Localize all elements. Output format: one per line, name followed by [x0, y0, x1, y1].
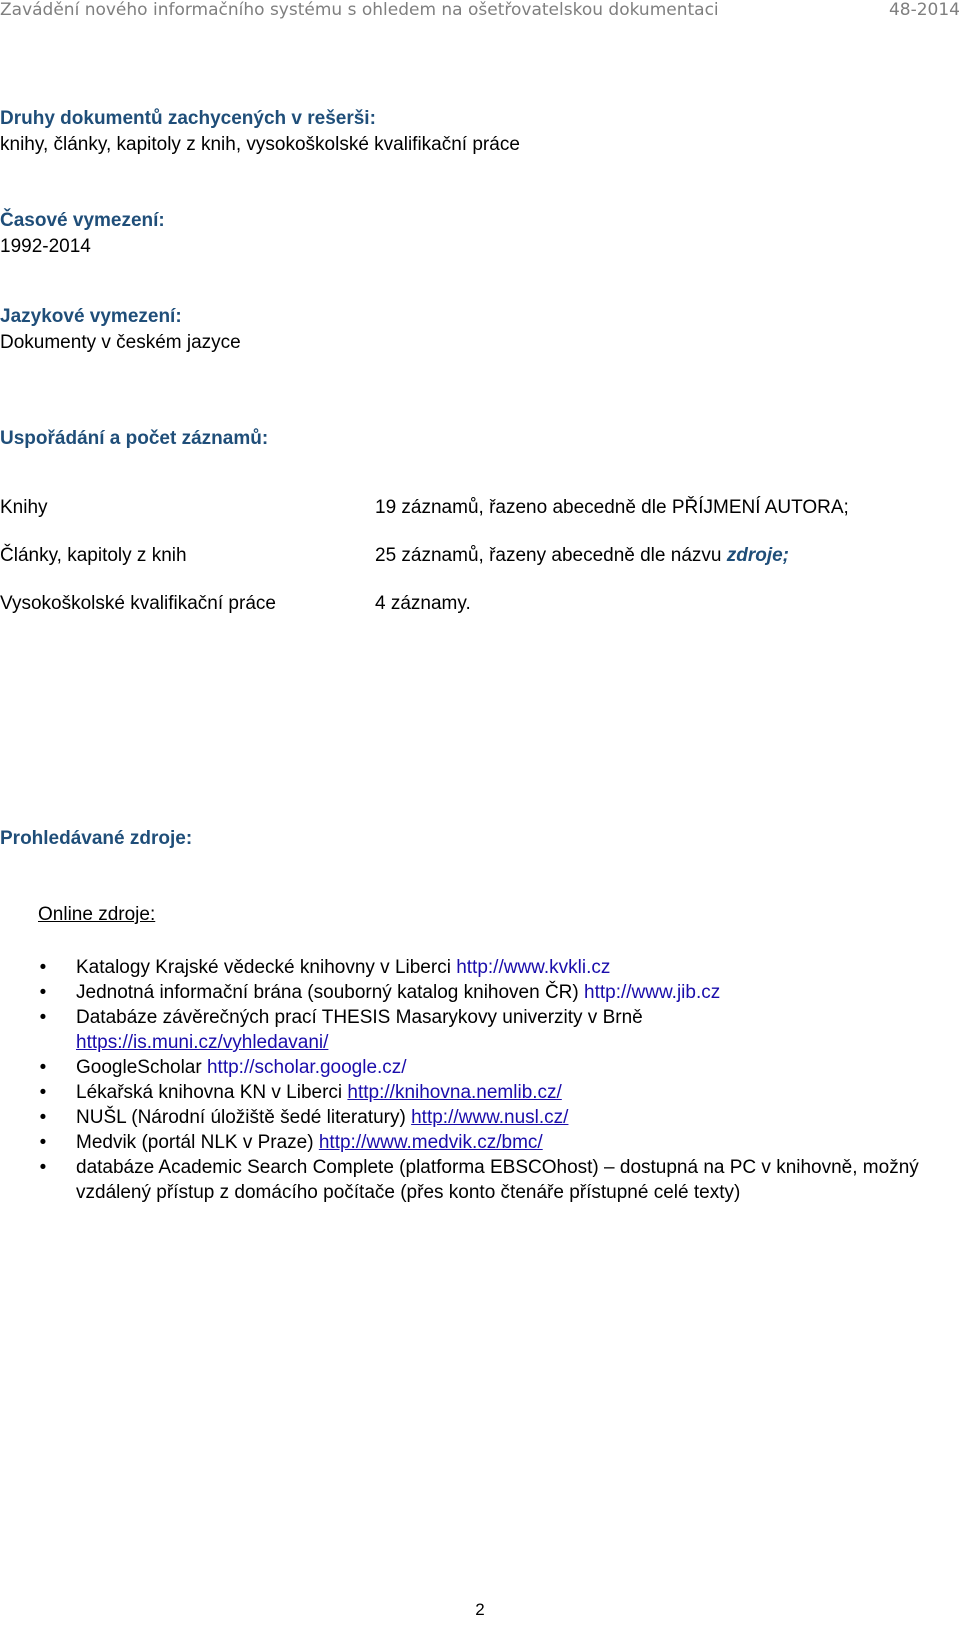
- list-item: • Jednotná informační brána (souborný katalog knihoven ČR) http://www.jib.cz: [39, 982, 721, 1003]
- running-header: [0, 0, 960, 30]
- sources-list: [38, 955, 958, 1205]
- list-item: • NUŠL (Národní úložiště šedé literatury) http://www.nusl.cz/: [39, 1107, 569, 1128]
- record-value: 19 záznamů, řazeno abecedně dle PŘÍJMENÍ AUTORA;: [375, 497, 849, 518]
- records-table: [0, 497, 960, 641]
- record-value: 4 záznamy.: [375, 593, 471, 614]
- sources-section: [0, 826, 192, 852]
- time-range-text: 1992-2014: [0, 236, 91, 257]
- header-code: 48-2014: [888, 0, 960, 20]
- header-title: Zavádění nového informačního systému s ohledem na ošetřovatelskou dokumentaci: [0, 0, 719, 20]
- online-sources-title: Online zdroje:: [38, 904, 156, 925]
- time-range-heading: Časové vymezení:: [0, 210, 165, 231]
- arrangement-section: [0, 426, 268, 452]
- record-label: Knihy: [0, 497, 48, 518]
- bullet-icon: •: [39, 1057, 47, 1078]
- language-section: [0, 304, 241, 356]
- bullet-icon: •: [39, 982, 47, 1003]
- list-item: • Medvik (portál NLK v Praze) http://www.medvik.cz/bmc/: [39, 1132, 543, 1153]
- time-range-section: [0, 208, 165, 260]
- doc-types-section: [0, 106, 520, 158]
- record-row: [0, 497, 960, 545]
- list-item: • databáze Academic Search Complete (platforma EBSCOhost) – dostupná na PC v knihovně, možný vzdálený přístup z domácího počítače (přes konto čtenáře přístupné celé texty): [39, 1157, 919, 1203]
- list-item: • GoogleScholar http://scholar.google.cz/: [39, 1057, 407, 1078]
- record-label: Články, kapitoly z knih: [0, 545, 187, 566]
- bullet-icon: •: [39, 957, 47, 978]
- bullet-icon: •: [39, 1132, 47, 1153]
- arrangement-heading: Uspořádání a počet záznamů:: [0, 428, 269, 449]
- source-link[interactable]: http://www.kvkli.cz: [456, 957, 611, 978]
- list-item: • Lékařská knihovna KN v Liberci http://knihovna.nemlib.cz/: [39, 1082, 562, 1103]
- record-label: Vysokoškolské kvalifikační práce: [0, 593, 276, 614]
- source-link[interactable]: https://is.muni.cz/vyhledavani/: [76, 1032, 329, 1053]
- record-row: [0, 545, 960, 593]
- language-text: Dokumenty v českém jazyce: [0, 332, 241, 353]
- doc-types-text: knihy, články, kapitoly z knih, vysokoškolské kvalifikační práce: [0, 134, 520, 155]
- language-heading: Jazykové vymezení:: [0, 306, 182, 327]
- source-link[interactable]: http://www.jib.cz: [584, 982, 721, 1003]
- bullet-icon: •: [39, 1157, 47, 1178]
- page-number: 2: [475, 1600, 485, 1619]
- record-value: 25 záznamů, řazeny abecedně dle názvu zdroje;: [375, 545, 790, 566]
- list-item: • Databáze závěrečných prací THESIS Masarykovy univerzity v Brně https://is.muni.cz/vyhledavani/: [39, 1007, 643, 1053]
- bullet-icon: •: [39, 1107, 47, 1128]
- source-link[interactable]: http://www.medvik.cz/bmc/: [318, 1132, 543, 1153]
- doc-types-heading: Druhy dokumentů zachycených v rešerši:: [0, 108, 376, 129]
- source-link[interactable]: http://scholar.google.cz/: [206, 1057, 407, 1078]
- list-item: • Katalogy Krajské vědecké knihovny v Liberci http://www.kvkli.cz: [39, 957, 611, 978]
- sources-heading: Prohledávané zdroje:: [0, 828, 193, 849]
- bullet-icon: •: [39, 1082, 47, 1103]
- bullet-icon: •: [39, 1007, 47, 1028]
- source-link[interactable]: http://www.nusl.cz/: [411, 1107, 569, 1128]
- source-link[interactable]: http://knihovna.nemlib.cz/: [347, 1082, 562, 1103]
- record-row: [0, 593, 960, 641]
